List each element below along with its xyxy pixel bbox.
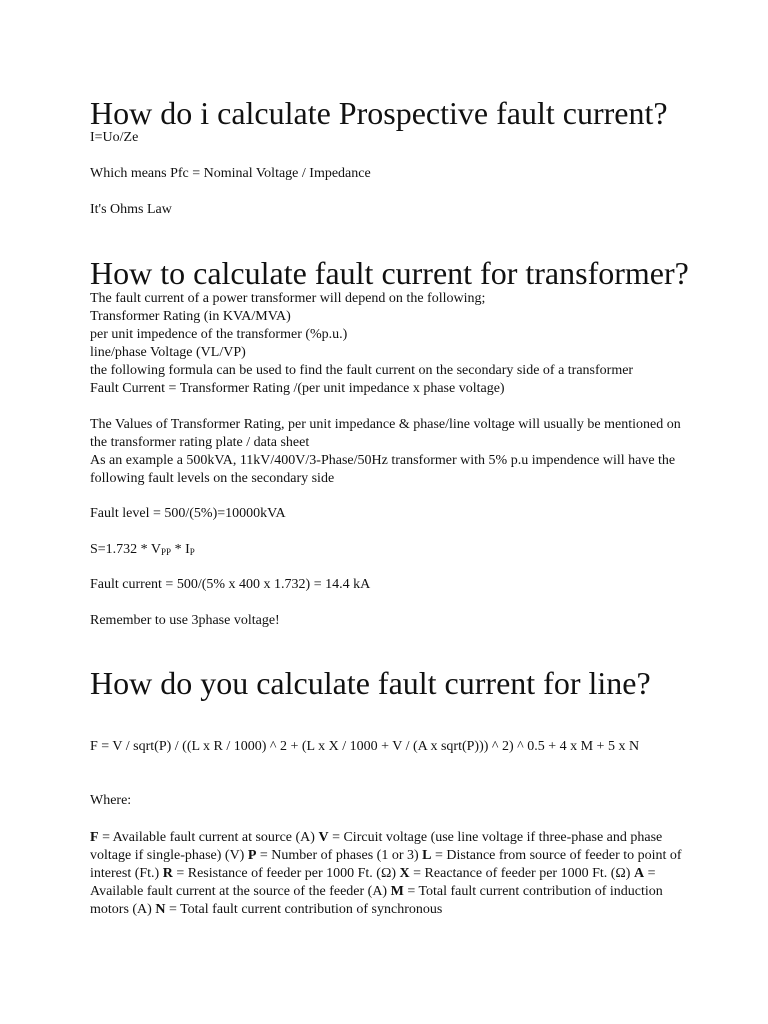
reminder-note: Remember to use 3phase voltage!	[90, 613, 280, 628]
line-fault-formula: F = V / sqrt(P) / ((L x R / 1000) ^ 2 + (L x X / 1000 + V / (A x sqrt(P))) ^ 2) ^ 0.5 + 4 x M + 5 x N	[90, 739, 640, 754]
def-symbol: N	[155, 902, 166, 917]
example-text: As an example a 500kVA, 11kV/400V/3-Phase/50Hz transformer with 5% p.u impendence will have the following fault levels on the secondary side	[90, 453, 676, 486]
intro-line: Fault Current = Transformer Rating /(per unit impedance x phase voltage)	[90, 381, 505, 396]
def-text: = Resistance of feeder per 1000 Ft. (Ω)	[172, 866, 400, 881]
def-symbol: P	[247, 848, 257, 863]
def-text: = Total fault current contribution of induction motors (A)	[90, 884, 663, 917]
def-symbol: M	[390, 884, 404, 899]
def-symbol: F	[90, 830, 99, 845]
intro-line: The fault current of a power transformer will depend on the following;	[90, 291, 486, 306]
fault-level-calc: Fault level = 500/(5%)=10000kVA	[90, 506, 286, 521]
def-text: = Circuit voltage (use line voltage if three-phase and phase voltage if single-phase) (V)	[90, 830, 663, 863]
rating-values-paragraph	[90, 416, 682, 488]
heading-prospective-fault-current: How do i calculate Prospective fault current?	[90, 95, 668, 131]
where-label: Where:	[90, 793, 132, 808]
values-text: The Values of Transformer Rating, per unit impedance & phase/line voltage will usually be mentioned on the transformer rating plate / data sheet	[90, 417, 681, 450]
s-formula-prefix: S=1.732 * V	[90, 542, 162, 557]
def-symbol: X	[399, 866, 410, 881]
formula-pfc: I=Uo/Ze	[90, 130, 139, 145]
def-symbol: L	[422, 848, 432, 863]
vpp-subscript: PP	[161, 547, 172, 557]
def-text: = Number of phases (1 or 3)	[256, 848, 423, 863]
intro-line: the following formula can be used to find the fault current on the secondary side of a transformer	[90, 363, 634, 378]
intro-line: Transformer Rating (in KVA/MVA)	[90, 309, 291, 324]
apparent-power-formula	[90, 541, 690, 559]
def-text: = Total fault current contribution of synchronous	[165, 902, 443, 917]
def-text: = Distance from source of feeder to point of interest (Ft.)	[90, 848, 682, 881]
ip-subscript: P	[189, 547, 195, 557]
def-text: = Available fault current at source (A)	[98, 830, 319, 845]
heading-transformer-fault-current: How to calculate fault current for transformer?	[90, 255, 689, 291]
def-symbol: V	[318, 830, 329, 845]
def-text: = Available fault current at the source of the feeder (A)	[90, 866, 656, 899]
def-symbol: R	[162, 866, 173, 881]
def-symbol: A	[633, 866, 645, 881]
def-text: = Reactance of feeder per 1000 Ft. (Ω)	[409, 866, 634, 881]
s-formula-mid: * I	[171, 542, 190, 557]
intro-line: line/phase Voltage (VL/VP)	[90, 345, 246, 360]
ohms-law-note: It's Ohms Law	[90, 202, 172, 217]
heading-line-fault-current: How do you calculate fault current for line?	[90, 665, 651, 701]
variable-definitions	[90, 829, 682, 919]
fault-current-calc: Fault current = 500/(5% x 400 x 1.732) = 14.4 kA	[90, 577, 371, 592]
pfc-meaning: Which means Pfc = Nominal Voltage / Impedance	[90, 166, 371, 181]
transformer-intro	[90, 290, 690, 398]
intro-line: per unit impedence of the transformer (%p.u.)	[90, 327, 348, 342]
